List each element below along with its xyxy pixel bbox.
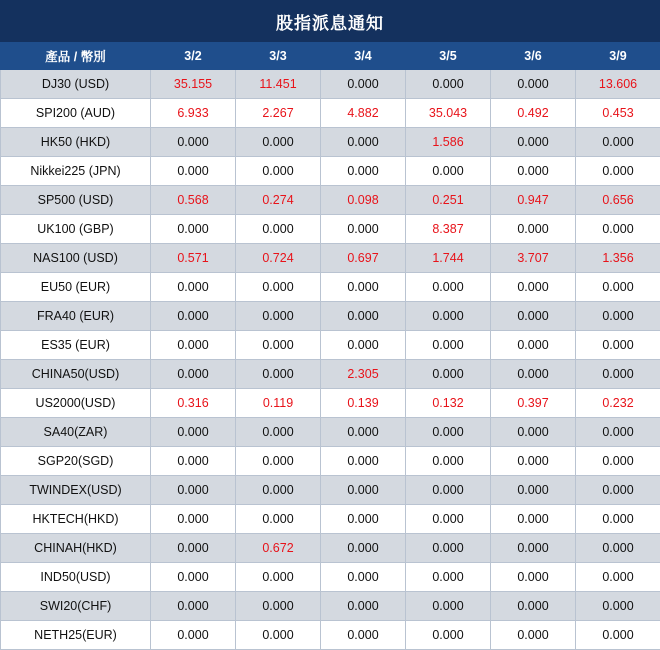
- column-header-date-3: 3/4: [321, 43, 406, 70]
- cell-value: 0.000: [491, 302, 576, 331]
- cell-value: 0.000: [151, 505, 236, 534]
- cell-value: 0.000: [576, 563, 660, 592]
- cell-product: ES35 (EUR): [1, 331, 151, 360]
- cell-value: 0.000: [236, 128, 321, 157]
- cell-value: 0.000: [321, 563, 406, 592]
- table-row: [1, 418, 660, 447]
- cell-value: 0.571: [151, 244, 236, 273]
- table-row: [1, 592, 660, 621]
- table-row: [1, 70, 660, 99]
- cell-value: 0.000: [406, 273, 491, 302]
- cell-value: 0.000: [151, 331, 236, 360]
- cell-product: SGP20(SGD): [1, 447, 151, 476]
- cell-value: 0.000: [576, 418, 660, 447]
- cell-value: 0.316: [151, 389, 236, 418]
- cell-value: 0.000: [236, 215, 321, 244]
- cell-value: 0.000: [576, 447, 660, 476]
- table-row: [1, 128, 660, 157]
- table-row: [1, 447, 660, 476]
- cell-value: 0.000: [321, 592, 406, 621]
- table-row: [1, 563, 660, 592]
- cell-value: 0.000: [576, 592, 660, 621]
- cell-value: 0.000: [406, 505, 491, 534]
- cell-value: 1.744: [406, 244, 491, 273]
- cell-value: 0.492: [491, 99, 576, 128]
- column-header-date-4: 3/5: [406, 43, 491, 70]
- cell-product: EU50 (EUR): [1, 273, 151, 302]
- cell-product: NETH25(EUR): [1, 621, 151, 650]
- cell-value: 6.933: [151, 99, 236, 128]
- cell-value: 0.000: [236, 476, 321, 505]
- column-header-date-1: 3/2: [151, 43, 236, 70]
- cell-product: NAS100 (USD): [1, 244, 151, 273]
- cell-value: 0.000: [151, 592, 236, 621]
- cell-value: 0.000: [236, 418, 321, 447]
- cell-value: 0.274: [236, 186, 321, 215]
- table-row: [1, 331, 660, 360]
- cell-value: 0.132: [406, 389, 491, 418]
- cell-value: 0.000: [236, 331, 321, 360]
- cell-value: 0.000: [151, 476, 236, 505]
- cell-value: 0.000: [406, 592, 491, 621]
- table-row: [1, 302, 660, 331]
- cell-value: 0.000: [321, 476, 406, 505]
- cell-value: 0.000: [491, 128, 576, 157]
- cell-value: 0.000: [491, 476, 576, 505]
- table-row: [1, 99, 660, 128]
- table-header: [1, 43, 660, 70]
- cell-value: 0.000: [151, 128, 236, 157]
- cell-value: 0.119: [236, 389, 321, 418]
- cell-product: SP500 (USD): [1, 186, 151, 215]
- cell-value: 0.000: [576, 273, 660, 302]
- cell-value: 0.656: [576, 186, 660, 215]
- cell-value: 0.000: [321, 418, 406, 447]
- cell-value: 0.000: [321, 157, 406, 186]
- cell-value: 0.000: [576, 621, 660, 650]
- cell-value: 0.000: [321, 621, 406, 650]
- cell-value: 0.000: [321, 70, 406, 99]
- cell-value: 11.451: [236, 70, 321, 99]
- cell-value: 0.000: [406, 360, 491, 389]
- column-header-date-6: 3/9: [576, 43, 660, 70]
- cell-value: 0.000: [321, 128, 406, 157]
- cell-product: FRA40 (EUR): [1, 302, 151, 331]
- cell-value: 0.000: [576, 215, 660, 244]
- table-row: [1, 621, 660, 650]
- cell-value: 0.139: [321, 389, 406, 418]
- cell-value: 0.000: [491, 360, 576, 389]
- cell-value: 0.000: [491, 331, 576, 360]
- cell-product: TWINDEX(USD): [1, 476, 151, 505]
- cell-value: 0.000: [491, 447, 576, 476]
- cell-value: 0.000: [406, 447, 491, 476]
- cell-value: 0.453: [576, 99, 660, 128]
- cell-value: 0.000: [491, 534, 576, 563]
- cell-value: 0.724: [236, 244, 321, 273]
- page-title: 股指派息通知: [276, 9, 384, 34]
- cell-value: 0.000: [491, 621, 576, 650]
- cell-product: UK100 (GBP): [1, 215, 151, 244]
- dividend-table: [0, 42, 660, 650]
- cell-value: 35.155: [151, 70, 236, 99]
- table-row: [1, 215, 660, 244]
- cell-value: 0.000: [151, 563, 236, 592]
- cell-value: 0.000: [576, 534, 660, 563]
- cell-product: HK50 (HKD): [1, 128, 151, 157]
- table-row: [1, 244, 660, 273]
- cell-value: 0.000: [491, 157, 576, 186]
- cell-value: 35.043: [406, 99, 491, 128]
- cell-value: 0.000: [236, 447, 321, 476]
- column-header-date-2: 3/3: [236, 43, 321, 70]
- cell-value: 0.000: [321, 447, 406, 476]
- cell-value: 13.606: [576, 70, 660, 99]
- cell-value: 0.000: [576, 360, 660, 389]
- cell-product: US2000(USD): [1, 389, 151, 418]
- cell-product: Nikkei225 (JPN): [1, 157, 151, 186]
- table-row: [1, 534, 660, 563]
- cell-product: IND50(USD): [1, 563, 151, 592]
- cell-value: 0.000: [576, 331, 660, 360]
- cell-value: 0.000: [491, 215, 576, 244]
- cell-value: 0.000: [406, 563, 491, 592]
- cell-value: 0.000: [236, 592, 321, 621]
- cell-value: 0.000: [576, 157, 660, 186]
- cell-value: 0.000: [576, 128, 660, 157]
- cell-value: 0.000: [491, 273, 576, 302]
- cell-value: 0.232: [576, 389, 660, 418]
- cell-value: 0.000: [406, 70, 491, 99]
- cell-value: 0.000: [151, 418, 236, 447]
- cell-product: HKTECH(HKD): [1, 505, 151, 534]
- cell-product: CHINAH(HKD): [1, 534, 151, 563]
- cell-value: 0.000: [406, 476, 491, 505]
- cell-value: 0.568: [151, 186, 236, 215]
- cell-value: 0.000: [491, 70, 576, 99]
- cell-value: 0.000: [321, 302, 406, 331]
- cell-value: 0.000: [321, 331, 406, 360]
- cell-product: SWI20(CHF): [1, 592, 151, 621]
- cell-value: 0.397: [491, 389, 576, 418]
- table-row: [1, 186, 660, 215]
- cell-value: 0.000: [236, 157, 321, 186]
- cell-value: 1.586: [406, 128, 491, 157]
- cell-value: 0.697: [321, 244, 406, 273]
- cell-value: 0.000: [151, 534, 236, 563]
- cell-value: 0.000: [491, 563, 576, 592]
- table-header-row: [1, 43, 660, 70]
- table-body: [1, 70, 660, 650]
- cell-product: SPI200 (AUD): [1, 99, 151, 128]
- cell-value: 0.000: [236, 563, 321, 592]
- cell-value: 0.000: [406, 157, 491, 186]
- cell-value: 0.000: [236, 505, 321, 534]
- cell-product: SA40(ZAR): [1, 418, 151, 447]
- cell-value: 2.305: [321, 360, 406, 389]
- cell-value: 0.000: [321, 215, 406, 244]
- cell-value: 0.000: [321, 534, 406, 563]
- cell-value: 0.251: [406, 186, 491, 215]
- cell-value: 0.000: [151, 157, 236, 186]
- table-row: [1, 476, 660, 505]
- table-row: [1, 273, 660, 302]
- cell-value: 0.000: [406, 418, 491, 447]
- table-row: [1, 389, 660, 418]
- cell-value: 0.000: [151, 621, 236, 650]
- cell-value: 0.000: [406, 621, 491, 650]
- cell-value: 0.000: [151, 215, 236, 244]
- cell-value: 0.000: [236, 273, 321, 302]
- page-title-bar: [0, 0, 660, 42]
- cell-value: 0.000: [151, 302, 236, 331]
- cell-product: CHINA50(USD): [1, 360, 151, 389]
- cell-value: 0.000: [491, 418, 576, 447]
- cell-value: 0.098: [321, 186, 406, 215]
- cell-value: 4.882: [321, 99, 406, 128]
- cell-value: 0.947: [491, 186, 576, 215]
- cell-value: 0.000: [151, 447, 236, 476]
- cell-value: 0.000: [576, 302, 660, 331]
- cell-value: 0.000: [236, 360, 321, 389]
- cell-value: 0.000: [406, 534, 491, 563]
- cell-value: 3.707: [491, 244, 576, 273]
- cell-value: 2.267: [236, 99, 321, 128]
- table-row: [1, 157, 660, 186]
- column-header-product: 產品 / 幣別: [1, 43, 151, 70]
- cell-value: 0.000: [151, 360, 236, 389]
- cell-value: 0.672: [236, 534, 321, 563]
- cell-value: 0.000: [491, 505, 576, 534]
- cell-product: DJ30 (USD): [1, 70, 151, 99]
- table-row: [1, 505, 660, 534]
- cell-value: 0.000: [576, 476, 660, 505]
- cell-value: 1.356: [576, 244, 660, 273]
- cell-value: 0.000: [576, 505, 660, 534]
- cell-value: 0.000: [321, 505, 406, 534]
- cell-value: 8.387: [406, 215, 491, 244]
- cell-value: 0.000: [321, 273, 406, 302]
- column-header-date-5: 3/6: [491, 43, 576, 70]
- cell-value: 0.000: [236, 302, 321, 331]
- cell-value: 0.000: [151, 273, 236, 302]
- cell-value: 0.000: [236, 621, 321, 650]
- table-row: [1, 360, 660, 389]
- cell-value: 0.000: [406, 331, 491, 360]
- cell-value: 0.000: [406, 302, 491, 331]
- cell-value: 0.000: [491, 592, 576, 621]
